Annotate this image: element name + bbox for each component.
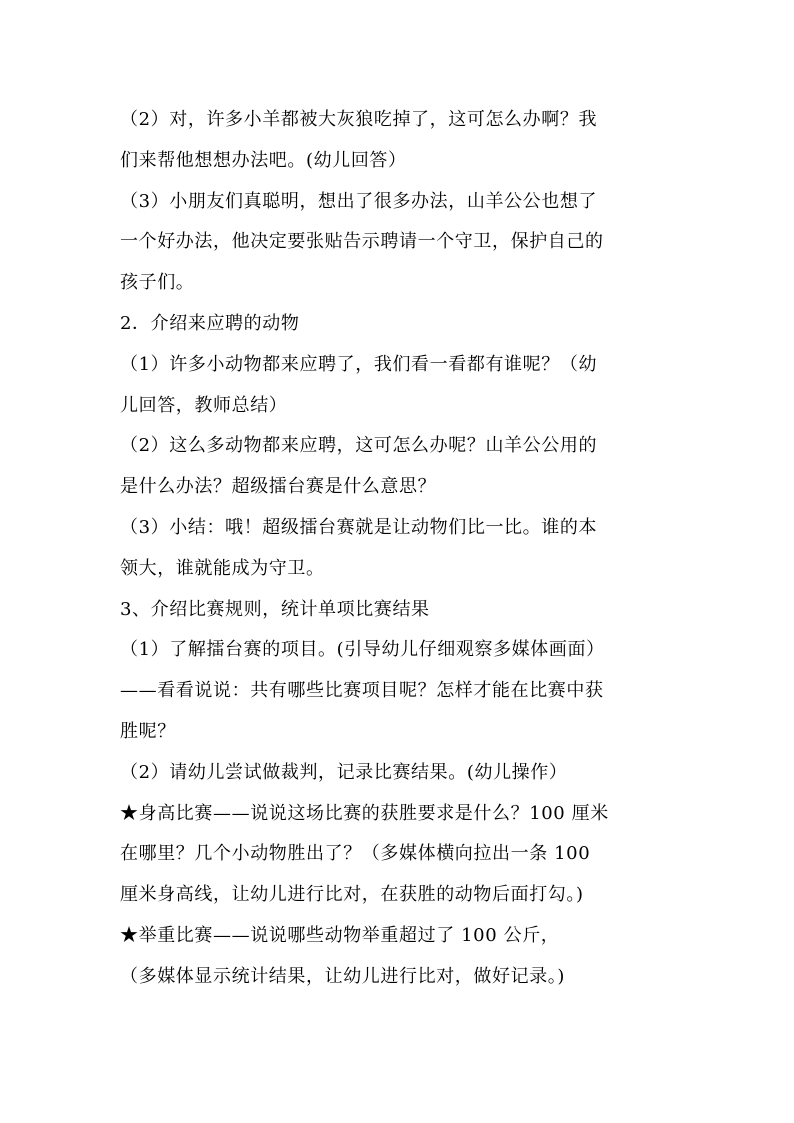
document-body — [120, 100, 680, 998]
text-line: 们来帮他想想办法吧。(幼儿回答） — [120, 149, 407, 171]
text-line: （3）小结：哦！超级擂台赛就是让动物们比一比。谁的本 — [120, 516, 598, 538]
text-line: （2）请幼儿尝试做裁判，记录比赛结果。(幼儿操作） — [120, 761, 568, 783]
text-line: ——看看说说：共有哪些比赛项目呢？怎样才能在比赛中获 — [120, 680, 604, 702]
text-line: （2）对，许多小羊都被大灰狼吃掉了，这可怎么办啊？我 — [120, 109, 598, 130]
section-heading: 2．介绍来应聘的动物 — [120, 312, 300, 334]
section-heading: 3、介绍比赛规则，统计单项比赛结果 — [120, 598, 430, 620]
text-line: 领大，谁就能成为守卫。 — [120, 557, 325, 579]
text-line: （多媒体显示统计结果，让幼儿进行比对，做好记录。) — [120, 965, 566, 987]
text-line: ★身高比赛——说说这场比赛的获胜要求是什么？100 厘米 — [120, 802, 609, 824]
text-line: （1）了解擂台赛的项目。(引导幼儿仔细观察多媒体画面） — [120, 639, 605, 661]
text-line: 厘米身高线，让幼儿进行比对，在获胜的动物后面打勾。) — [120, 884, 584, 906]
text-line: 一个好办法，他决定要张贴告示聘请一个守卫，保护自己的 — [120, 231, 604, 253]
text-line: 孩子们。 — [120, 272, 195, 294]
text-line: 在哪里？几个小动物胜出了？（多媒体横向拉出一条 100 — [120, 843, 591, 865]
text-line: 胜呢？ — [120, 720, 176, 742]
text-line: ★举重比赛——说说哪些动物举重超过了 100 公斤， — [120, 924, 560, 946]
text-line: 儿回答，教师总结） — [120, 394, 288, 416]
text-line: （3）小朋友们真聪明，想出了很多办法，山羊公公也想了 — [120, 190, 598, 212]
text-line: （2）这么多动物都来应聘，这可怎么办呢？山羊公公用的 — [120, 435, 598, 457]
text-line: 是什么办法？超级擂台赛是什么意思？ — [120, 476, 437, 498]
text-line: （1）许多小动物都来应聘了，我们看一看都有谁呢？（幼 — [120, 353, 598, 375]
